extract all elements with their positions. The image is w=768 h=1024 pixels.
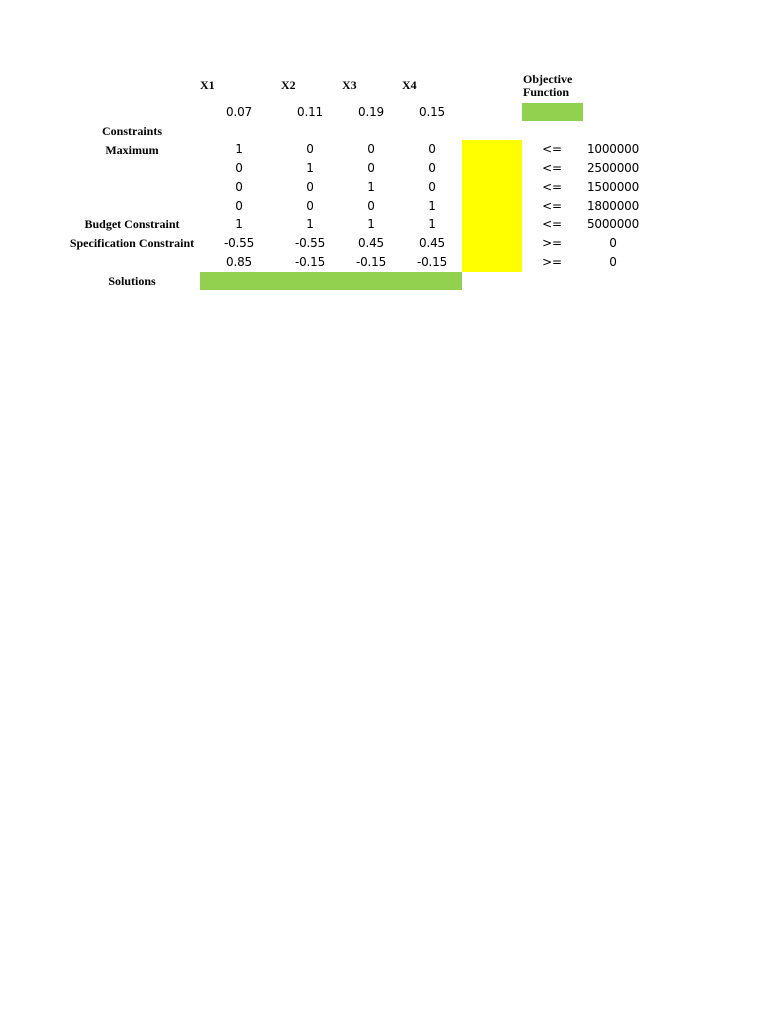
header-x1: X1 <box>200 78 215 92</box>
cell-rhs: 5000000 <box>586 217 640 231</box>
cell-value: 0 <box>428 161 436 175</box>
cell-operator: <= <box>542 161 562 175</box>
cell-rhs: 2500000 <box>586 161 640 175</box>
cell-value: 0 <box>428 142 436 156</box>
cell-value: 0 <box>428 180 436 194</box>
label-specification-constraint: Specification Constraint <box>69 236 195 250</box>
label-solutions: Solutions <box>108 274 156 288</box>
coefficient-x2: 0.11 <box>297 105 323 119</box>
cell-value: -0.15 <box>416 255 448 269</box>
header-x2: X2 <box>281 78 296 92</box>
coefficient-x1: 0.07 <box>226 105 252 119</box>
header-x3: X3 <box>342 78 357 92</box>
cell-value: 0 <box>306 199 314 213</box>
cell-rhs: 0 <box>609 236 617 250</box>
cell-operator: <= <box>542 142 562 156</box>
label-budget-constraint: Budget Constraint <box>84 217 180 231</box>
cell-operator: >= <box>542 255 562 269</box>
cell-value: 0.45 <box>419 236 445 250</box>
cell-value: 0 <box>235 161 243 175</box>
cell-value: 0 <box>367 199 375 213</box>
cell-value: -0.55 <box>294 236 326 250</box>
cell-value: 1 <box>235 142 243 156</box>
cell-rhs: 1000000 <box>586 142 640 156</box>
cell-value: -0.15 <box>355 255 387 269</box>
cell-value: -0.15 <box>294 255 326 269</box>
cell-operator: <= <box>542 180 562 194</box>
cell-value: 1 <box>367 217 375 231</box>
cell-rhs: 1800000 <box>586 199 640 213</box>
header-function: Function <box>523 85 570 99</box>
constraint-lhs-cells[interactable] <box>462 140 522 272</box>
cell-value: 0 <box>367 142 375 156</box>
cell-operator: <= <box>542 199 562 213</box>
cell-value: 1 <box>367 180 375 194</box>
coefficient-x4: 0.15 <box>419 105 445 119</box>
cell-value: -0.55 <box>223 236 255 250</box>
cell-operator: >= <box>542 236 562 250</box>
objective-function-cell[interactable] <box>522 103 583 121</box>
cell-value: 0.45 <box>358 236 384 250</box>
cell-value: 1 <box>428 217 436 231</box>
label-constraints: Constraints <box>101 124 162 138</box>
cell-value: 0 <box>306 142 314 156</box>
cell-value: 0.85 <box>226 255 252 269</box>
cell-value: 1 <box>235 217 243 231</box>
header-objective: Objective <box>523 72 573 86</box>
label-maximum: Maximum <box>105 143 159 157</box>
cell-value: 1 <box>428 199 436 213</box>
cell-value: 1 <box>306 217 314 231</box>
cell-value: 0 <box>235 180 243 194</box>
solution-cells[interactable] <box>200 272 462 290</box>
cell-rhs: 0 <box>609 255 617 269</box>
cell-value: 0 <box>306 180 314 194</box>
header-x4: X4 <box>402 78 417 92</box>
cell-operator: <= <box>542 217 562 231</box>
cell-value: 0 <box>367 161 375 175</box>
cell-rhs: 1500000 <box>586 180 640 194</box>
coefficient-x3: 0.19 <box>358 105 384 119</box>
cell-value: 0 <box>235 199 243 213</box>
cell-value: 1 <box>306 161 314 175</box>
